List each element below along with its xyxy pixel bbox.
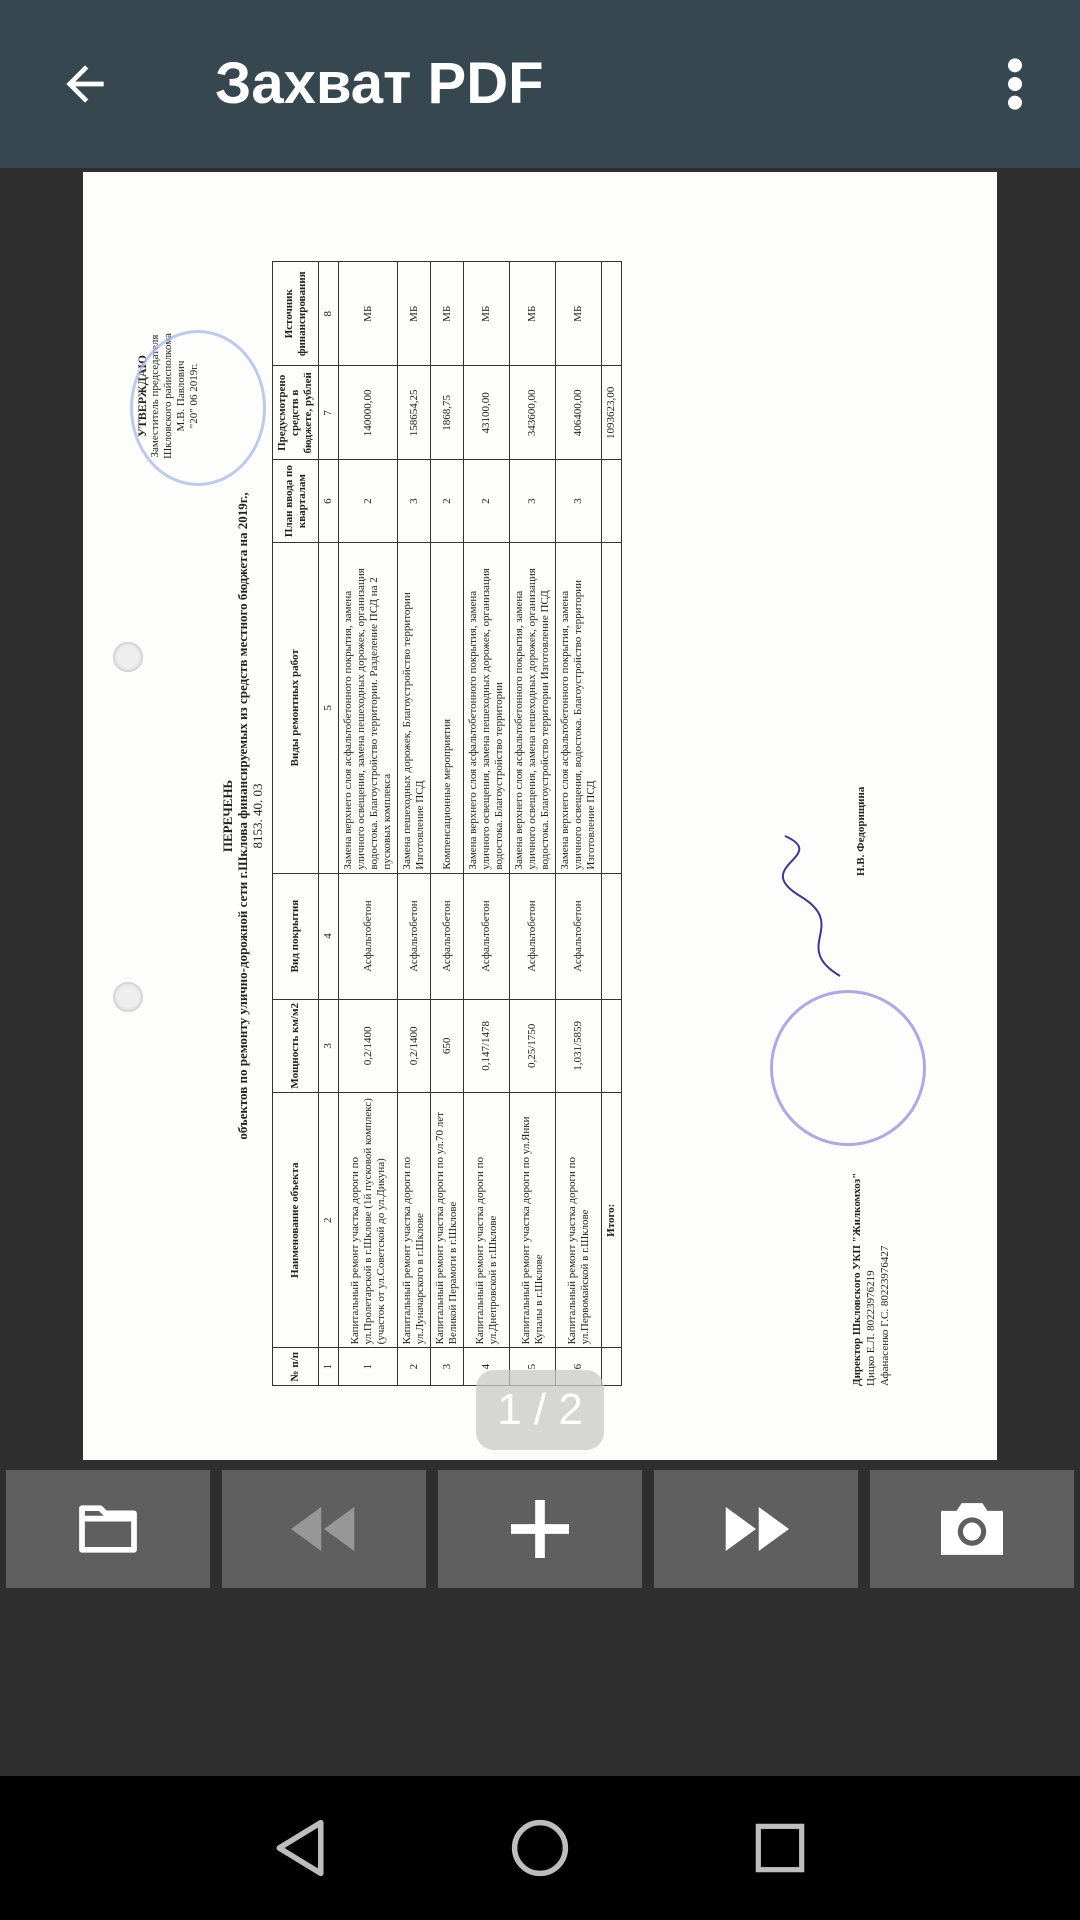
stamp-seal: [770, 990, 926, 1146]
plan-quarter: 3: [556, 460, 602, 543]
total-row: [602, 262, 622, 1386]
column-number: 6: [319, 460, 339, 543]
plus-icon: [511, 1500, 569, 1558]
funding-source: МБ: [431, 262, 464, 367]
contact-line: Цицко Е.Л. 80223976219: [865, 1270, 877, 1386]
object-size: 0,2/1400: [339, 999, 398, 1093]
work-types: Компенсационные мероприятия: [431, 543, 464, 874]
cover-type: Асфальтобетон: [398, 873, 431, 999]
column-header: № п/п: [273, 1348, 319, 1386]
object-size: 1,031/5859: [556, 999, 602, 1093]
column-number: 3: [319, 999, 339, 1093]
table-row: [556, 262, 602, 1386]
work-types: Замена верхнего слоя асфальтобетонного покрытия, замена уличного освещения, водостока. Благоустройство территории Изготовление ПСД: [556, 543, 602, 874]
signature-block: [850, 1173, 892, 1386]
total-sum: 1093623,00: [602, 366, 622, 460]
column-number: 4: [319, 873, 339, 999]
pdf-viewer[interactable]: [0, 168, 1080, 1464]
object-size: 0,147/1478: [464, 999, 510, 1093]
object-name: Капитальный ремонт участка дороги по ул.Луначарского в г.Шклове: [398, 1093, 431, 1348]
fast-forward-icon: [722, 1507, 790, 1551]
table-row: [431, 262, 464, 1386]
column-number: 7: [319, 366, 339, 460]
object-name: Капитальный ремонт участка дороги по ул.70 лет Великой Перамоги в г.Шклове: [431, 1093, 464, 1348]
nav-back-button[interactable]: [245, 1798, 355, 1898]
arrow-back-icon: [57, 56, 113, 112]
app-title: Захват PDF: [215, 51, 544, 116]
row-number: 1: [339, 1348, 398, 1386]
funding-source: МБ: [556, 262, 602, 367]
contact-line: Афанасенко Г.С. 80223976427: [879, 1245, 891, 1386]
funding-source: МБ: [464, 262, 510, 367]
object-name: Капитальный ремонт участка дороги по ул.Днепровской в г.Шклове: [464, 1093, 510, 1348]
plan-quarter: 2: [431, 460, 464, 543]
overflow-menu-button[interactable]: [985, 44, 1045, 124]
approve-line: "20" 06 2019г.: [188, 363, 200, 429]
table-header-row: [273, 262, 319, 1386]
budget-sum: 140000,00: [339, 366, 398, 460]
table-row: [464, 262, 510, 1386]
object-size: 650: [431, 999, 464, 1093]
more-vert-icon: [1005, 56, 1025, 112]
row-number: 3: [431, 1348, 464, 1386]
column-header: Мощность км/м2: [273, 999, 319, 1093]
title-line: объектов по ремонту улично-дорожной сети г.Шклова финансируемых из средств местного бюджета на 2019г.,: [235, 492, 250, 1140]
budget-sum: 158654,25: [398, 366, 431, 460]
object-name: Капитальный ремонт участка дороги по ул.Пролетарской в г.Шклове (1й пусковой комплекс) (участок от ул.Советской до ул.Дикуна): [339, 1093, 398, 1348]
open-file-button[interactable]: [6, 1470, 210, 1588]
object-size: 0,2/1400: [398, 999, 431, 1093]
work-types: Замена пешеходных дорожек, Благоустройство территории Изготовление ПСД: [398, 543, 431, 874]
square-recents-icon: [754, 1822, 806, 1874]
work-types: Замена верхнего слоя асфальтобетонного покрытия, замена уличного освещения, замена пешеходных дорожек, организация водостока. Благоустройство территории: [464, 543, 510, 874]
column-number: 2: [319, 1093, 339, 1348]
column-number: 5: [319, 543, 339, 874]
works-table: [272, 261, 622, 1386]
column-header: Источник финансирования: [273, 262, 319, 367]
column-header: Предусмотрено средств в бюджете, рублей: [273, 366, 319, 460]
funding-source: МБ: [339, 262, 398, 367]
funding-source: МБ: [510, 262, 556, 367]
signer-title: Директор Шкловского УКП "Жилкомхоз": [851, 1172, 863, 1386]
rewind-icon: [290, 1507, 358, 1551]
table-row: [398, 262, 431, 1386]
work-types: Замена верхнего слоя асфальтобетонного покрытия, замена уличного освещения, замена пешеходных дорожек, организация водостока. Благоустройство территории Изготовление ПСД: [510, 543, 556, 874]
row-number: 2: [398, 1348, 431, 1386]
column-header: План ввода по кварталам: [273, 460, 319, 543]
column-header: Вид покрытия: [273, 873, 319, 999]
column-header: Виды ремонтных работ: [273, 543, 319, 874]
object-name: Капитальный ремонт участка дороги по ул.Янки Купалы в г.Шклове: [510, 1093, 556, 1348]
column-header: Наименование объекта: [273, 1093, 319, 1348]
row-number: 6: [556, 1348, 602, 1386]
table-row: [339, 262, 398, 1386]
system-navigation-bar: [0, 1776, 1080, 1920]
budget-sum: 406400,00: [556, 366, 602, 460]
approve-line: М.В. Павлович: [175, 360, 187, 432]
approve-line: Заместитель председателя: [149, 334, 161, 458]
funding-source: МБ: [398, 262, 431, 367]
table-row: [510, 262, 556, 1386]
app-bar: [0, 0, 1080, 168]
nav-recents-button[interactable]: [725, 1798, 835, 1898]
approve-heading: УТВЕРЖДАЮ: [135, 354, 149, 438]
plan-quarter: 2: [464, 460, 510, 543]
total-label: Итого:: [602, 1093, 622, 1348]
plan-quarter: 3: [398, 460, 431, 543]
signer-name: Н.В. Федорищина: [855, 786, 867, 876]
row-number: 5: [510, 1348, 556, 1386]
back-button[interactable]: [40, 44, 130, 124]
row-number: 4: [464, 1348, 510, 1386]
plan-quarter: 2: [339, 460, 398, 543]
scanned-document: [130, 216, 950, 1416]
budget-sum: 43100,00: [464, 366, 510, 460]
work-types: Замена верхнего слоя асфальтобетонного покрытия, замена уличного освещения, замена пешеходных дорожек, организация водостока. Благоустройство территории. Разделение ПСД на 2 пусковых комплекса: [339, 543, 398, 874]
camera-capture-button[interactable]: [870, 1470, 1074, 1588]
folder-icon: [76, 1503, 140, 1555]
cover-type: Асфальтобетон: [556, 873, 602, 999]
next-page-button[interactable]: [654, 1470, 858, 1588]
triangle-back-icon: [272, 1818, 328, 1878]
object-name: Капитальный ремонт участка дороги по ул.Первомайской в г.Шклове: [556, 1093, 602, 1348]
document-title: [220, 456, 265, 1176]
cover-type: Асфальтобетон: [510, 873, 556, 999]
object-size: 0,25/1750: [510, 999, 556, 1093]
add-page-button[interactable]: [438, 1470, 642, 1588]
cover-type: Асфальтобетон: [464, 873, 510, 999]
cover-type: Асфальтобетон: [339, 873, 398, 999]
bottom-toolbar: [0, 1464, 1080, 1596]
previous-page-button[interactable]: [222, 1470, 426, 1588]
column-number: 1: [319, 1348, 339, 1386]
column-number-row: [319, 262, 339, 1386]
budget-sum: 343600,00: [510, 366, 556, 460]
circle-home-icon: [510, 1818, 570, 1878]
pdf-page[interactable]: [83, 172, 997, 1460]
cover-type: Асфальтобетон: [431, 873, 464, 999]
nav-home-button[interactable]: [485, 1798, 595, 1898]
column-number: 8: [319, 262, 339, 367]
handwritten-signature: [770, 826, 860, 986]
title-line: ПЕРЕЧЕНЬ: [220, 779, 235, 853]
budget-sum: 1868,75: [431, 366, 464, 460]
page-indicator: 1 / 2: [476, 1370, 604, 1450]
camera-icon: [941, 1503, 1003, 1555]
title-line: 8153. 40. 03: [250, 783, 265, 849]
plan-quarter: 3: [510, 460, 556, 543]
approve-line: Шкловского райисполкома: [162, 333, 174, 459]
